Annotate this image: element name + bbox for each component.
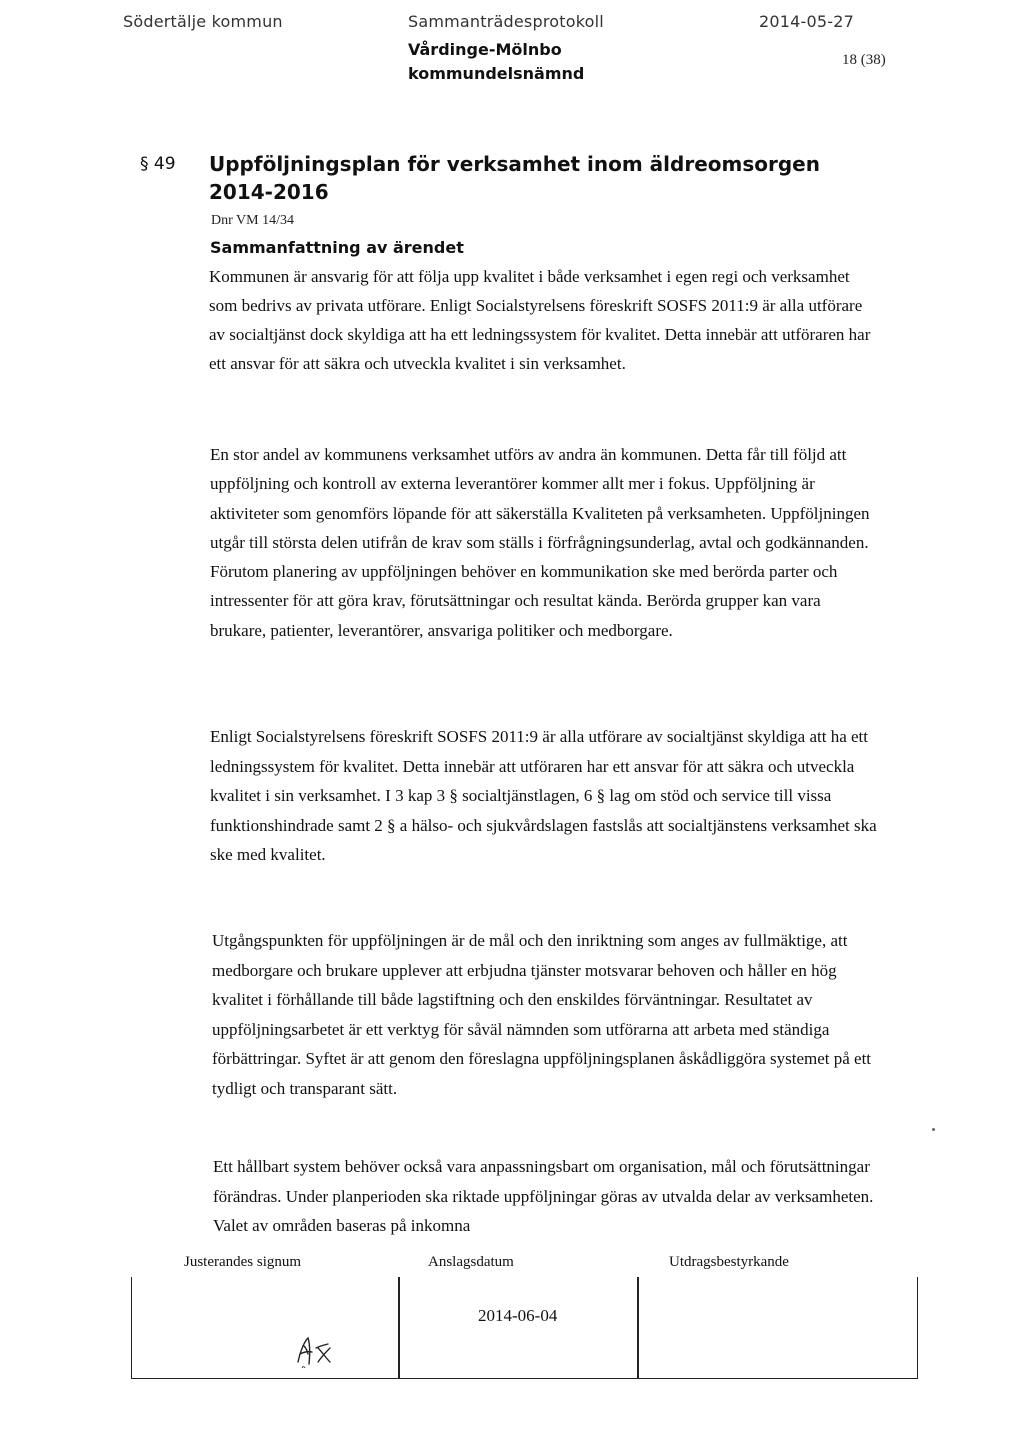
header-date: 2014-05-27	[759, 12, 854, 31]
summary-heading: Sammanfattning av ärendet	[210, 238, 464, 257]
page-number: 18 (38)	[842, 52, 886, 68]
section-number: § 49	[140, 154, 176, 174]
diary-number: Dnr VM 14/34	[211, 213, 294, 228]
section-title: Uppföljningsplan för verksamhet inom äldreomsorgen 2014-2016	[209, 152, 820, 204]
header-organization	[408, 38, 584, 86]
header-municipality: Södertälje kommun	[123, 12, 283, 31]
paragraph-3: Enligt Socialstyrelsens föreskrift SOSFS 2011:9 är alla utförare av socialtjänst skyldiga att ha ett ledningssystem för kvalitet. Detta innebär att utföraren har ett ansvar för att säkra och utveckla kvalitet i sin verksamhet. I 3 kap 3 § socialtjänstlagen, 6 § lag om stöd och service till vissa funktionshindrade samt 2 § a hälso- och sjukvårdslagen fastslås att socialtjänstens verksamhet ska ske med kvalitet.	[210, 727, 877, 864]
paragraph-4: Utgångspunkten för uppföljningen är de mål och den inriktning som anges av fullmäktige, att medborgare och brukare upplever att erbjudna tjänster motsvarar behoven och håller en hög kvalitet i förhållande till både lagstiftning och den enskildes förväntningar. Resultatet av uppföljningsarbetet är ett verktyg för såväl nämnden som utförarna att arbeta med ständiga förbättringar. Syftet är att genom den föreslagna uppföljningsplanen åskådliggöra systemet på ett tydligt och transparant sätt.	[212, 931, 872, 1098]
signature-table	[131, 1277, 918, 1379]
header-org-line2: kommundelsnämnd	[408, 64, 585, 83]
signature-table-divider	[398, 1277, 400, 1379]
posting-date: 2014-06-04	[478, 1306, 558, 1325]
paragraph-1: Kommunen är ansvarig för att följa upp kvalitet i både verksamhet i egen regi och verksamhet som bedrivs av privata utförare. Enligt Socialstyrelsens föreskrift SOSFS 2011:9 är alla utförare av socialtjänst dock skyldiga att ha ett ledningssystem för kvalitet. Detta innebär att utföraren har ett ansvar för att säkra och utveckla kvalitet i sin verksamhet.	[209, 267, 871, 373]
signature-table-divider	[637, 1277, 639, 1379]
scan-speck	[932, 1128, 935, 1131]
header-org-line1: Vårdinge-Mölnbo	[408, 40, 562, 59]
header-doc-type: Sammanträdesprotokoll	[408, 12, 604, 31]
label-justerandes-signum: Justerandes signum	[184, 1254, 302, 1270]
paragraph-5: Ett hållbart system behöver också vara anpassningsbart om organisation, mål och förutsättningar förändras. Under planperioden ska riktade uppföljningar göras av utvalda delar av verksamheten. Valet av områden baseras på inkomna	[213, 1157, 874, 1235]
paragraph-2: En stor andel av kommunens verksamhet utförs av andra än kommunen. Detta får till följd att uppföljning och kontroll av externa leverantörer kommer allt mer i fokus. Uppföljning är aktiviteter som genomförs löpande för att säkerställa Kvaliteten på verksamheten. Uppföljningen utgår till största delen utifrån de krav som ställs i förfrågningsunderlag, avtal och godkännanden. Förutom planering av uppföljningen behöver en kommunikation ske med berörda parter och intressenter för att göra krav, förutsättningar och resultat kända. Berörda grupper kan vara brukare, patienter, leverantörer, ansvariga politiker och medborgare.	[210, 445, 870, 640]
handwritten-initials	[280, 1332, 360, 1372]
label-anslagsdatum: Anslagsdatum	[428, 1254, 514, 1270]
label-utdragsbestyrkande: Utdragsbestyrkande	[669, 1254, 789, 1270]
